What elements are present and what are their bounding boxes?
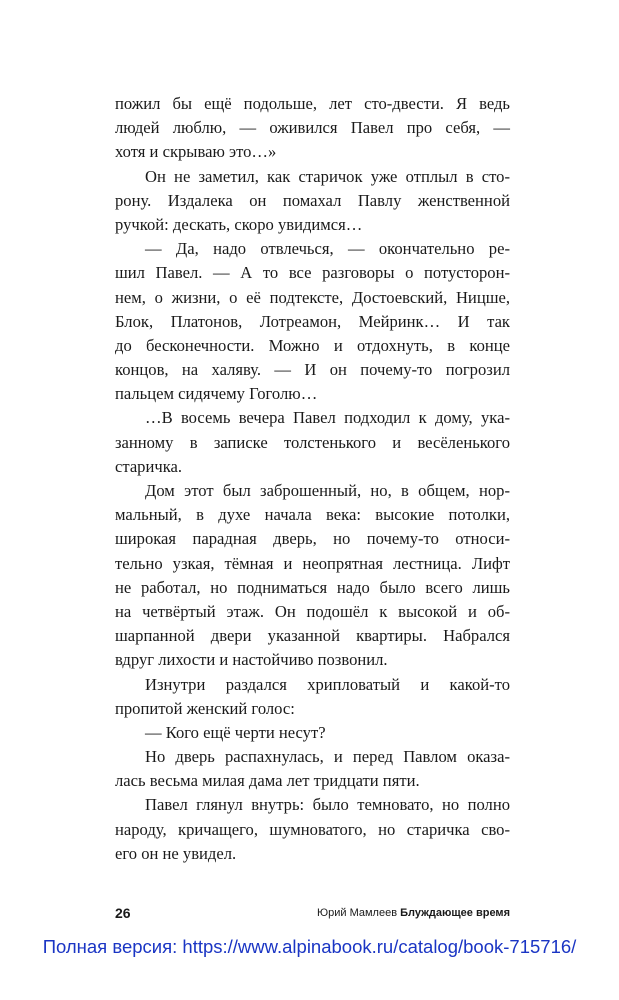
book-title: Блуждающее время [400,907,510,919]
text-line: старичка. [115,456,183,476]
text-line: …В восемь вечера Павел подходил к дому, ука- [145,408,510,428]
page-body [115,92,510,866]
author-name: Юрий Мамлеев [317,907,398,919]
text-line: широкая парадная дверь, но почему-то относи- [115,529,510,549]
text-line: хотя и скрываю это…» [115,142,277,162]
text-line: — Кого ещё черти несут? [145,722,326,742]
text-line: пальцем сидячему Гоголю… [115,384,318,404]
text-line: пропитой женский голос: [115,698,295,718]
full-version-link[interactable]: Полная версия: https://www.alpinabook.ru/catalog/book-715716/ [42,936,577,957]
text-line: пожил бы ещё подольше, лет сто-двести. Я ведь [115,94,510,113]
text-line: его он не увидел. [115,843,237,863]
text-line: нем, о жизни, о её подтексте, Достоевский, Ницше, [115,287,510,307]
text-line: Он не заметил, как старичок уже отплыл в сто- [145,166,510,186]
text-line: лась весьма милая дама лет тридцати пяти. [115,771,420,791]
text-line: не работал, но подниматься надо было всего лишь [115,577,510,597]
text-line: концов, на халяву. — И он почему-то погрозил [115,360,510,380]
text-line: Павел глянул внутрь: было темновато, но полно [145,795,510,815]
running-head [317,903,510,923]
text-line: Изнутри раздался хрипловатый и какой-то [145,674,510,694]
text-line: шарпанной двери указанной квартиры. Набрался [115,626,510,646]
text-line: Но дверь распахнулась, и перед Павлом оказа- [145,747,510,767]
page-footer [115,903,510,923]
text-line: занному в записке толстенького и весёленького [115,432,510,452]
text-line: ручкой: дескать, скоро увидимся… [115,214,363,234]
text-line: Дом этот был заброшенный, но, в общем, нор- [145,481,510,500]
text-line: шил Павел. — А то все разговоры о потусторон- [115,263,510,283]
text-line: людей люблю, — оживился Павел про себя, — [115,118,510,138]
text-line: народу, кричащего, шумноватого, но старичка сво- [115,819,510,839]
text-line: вдруг лихости и настойчиво позвонил. [115,650,388,670]
text-line: мальный, в духе начала века: высокие потолки, [115,505,510,525]
text-line: до бесконечности. Можно и отдохнуть, в конце [115,335,510,355]
text-line: тельно узкая, тёмная и неопрятная лестница. Лифт [115,553,510,573]
text-line: на четвёртый этаж. Он подошёл к высокой и об- [115,601,510,621]
text-line: рону. Издалека он помахал Павлу женственной [115,190,510,210]
text-line: Блок, Платонов, Лотреамон, Мейринк… И так [115,311,510,331]
text-line: — Да, надо отвлечься, — окончательно ре- [145,239,510,259]
page-number: 26 [115,905,131,921]
